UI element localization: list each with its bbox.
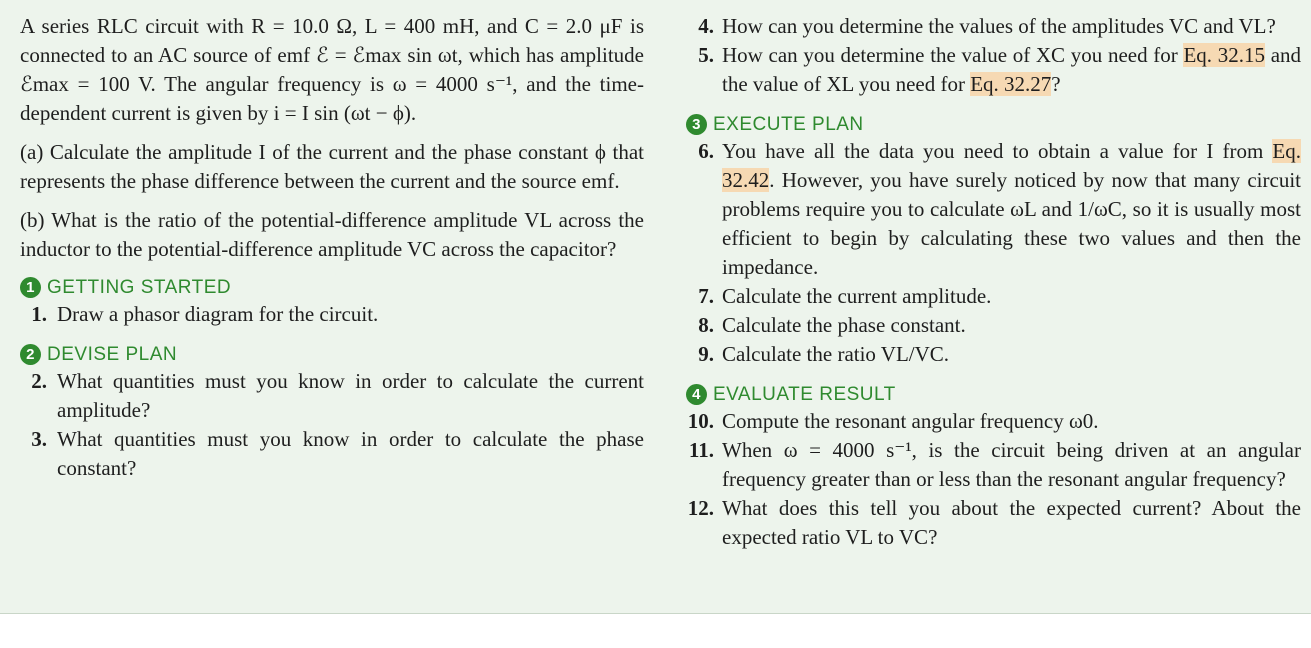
step-text: Calculate the phase constant.: [722, 313, 966, 337]
step-2: [20, 367, 644, 425]
devise-plan-steps: [20, 367, 644, 483]
execute-plan-steps: [686, 137, 1301, 369]
step-text: Draw a phasor diagram for the circuit.: [57, 302, 379, 326]
step-number: 5.: [698, 43, 714, 67]
step-number: 3.: [31, 427, 47, 451]
step-text: You have all the data you need to obtain a value for I from Eq. 32.42. However, you have surely noticed by now that many circuit problems require you to calculate ωL and 1/ωC, so it is usually most efficient to begin by calculating these two values and then the impedance.: [722, 139, 1301, 279]
equation-link-32-15[interactable]: Eq. 32.15: [1183, 43, 1265, 67]
step-number: 2.: [31, 369, 47, 393]
evaluate-result-heading: [686, 381, 1301, 407]
getting-started-heading: [20, 274, 644, 300]
step-1: [20, 300, 644, 329]
step-number-badge: 3: [686, 114, 707, 135]
step-text: What does this tell you about the expected current? About the expected ratio VL to VC?: [722, 496, 1301, 549]
step-text: How can you determine the value of XC you need for Eq. 32.15 and the value of XL you need for Eq. 32.27?: [722, 43, 1302, 96]
step-11: [686, 436, 1301, 494]
step-text: What quantities must you know in order to calculate the phase constant?: [57, 427, 644, 480]
step-6: [686, 137, 1301, 282]
step-10: [686, 407, 1301, 436]
step-number-badge: 4: [686, 384, 707, 405]
step-number: 10.: [687, 409, 714, 433]
step-number: 7.: [698, 284, 714, 308]
step-number: 4.: [698, 14, 714, 38]
step-5: [686, 41, 1301, 99]
step-number-badge: 2: [20, 344, 41, 365]
section-title: GETTING STARTED: [47, 276, 232, 298]
problem-part-b: (b) What is the ratio of the potential-difference amplitude VL across the inductor to the potential-difference amplitude VC across the capacitor?: [20, 208, 644, 261]
evaluate-result-steps: [686, 407, 1301, 552]
problem-part-a: (a) Calculate the amplitude I of the current and the phase constant ϕ that represents the phase difference between the current and the source emf.: [20, 140, 644, 193]
step-12: [686, 494, 1301, 552]
step-number: 8.: [698, 313, 714, 337]
step-text: When ω = 4000 s⁻¹, is the circuit being driven at an angular frequency greater than or less than the resonant angular frequency?: [722, 438, 1301, 491]
step-text: Compute the resonant angular frequency ω0.: [722, 409, 1099, 433]
step-7: [686, 282, 1301, 311]
step-4: [686, 12, 1301, 41]
equation-link-32-42[interactable]: Eq. 32.42: [722, 139, 1301, 192]
devise-plan-steps-continued: [686, 12, 1301, 99]
problem-statement: A series RLC circuit with R = 10.0 Ω, L = 400 mH, and C = 2.0 μF is connected to an AC source of emf ℰ = ℰmax sin ωt, which has amplitude ℰmax = 100 V. The angular frequency is ω = 4000 s⁻¹, and the time-dependent current is given by i = I sin (ωt − ϕ).: [20, 14, 644, 125]
equation-link-32-27[interactable]: Eq. 32.27: [970, 72, 1052, 96]
devise-plan-heading: [20, 341, 644, 367]
step-number: 9.: [698, 342, 714, 366]
step-number-badge: 1: [20, 277, 41, 298]
step-text: How can you determine the values of the amplitudes VC and VL?: [722, 14, 1276, 38]
section-title: DEVISE PLAN: [47, 343, 178, 365]
step-9: [686, 340, 1301, 369]
step-number: 6.: [698, 139, 714, 163]
left-column: [20, 12, 644, 483]
execute-plan-heading: [686, 111, 1301, 137]
step-text: Calculate the ratio VL/VC.: [722, 342, 950, 366]
step-number: 1.: [31, 302, 47, 326]
section-title: EVALUATE RESULT: [713, 383, 896, 405]
right-column: [686, 12, 1301, 552]
section-title: EXECUTE PLAN: [713, 113, 864, 135]
step-text: Calculate the current amplitude.: [722, 284, 992, 308]
step-number: 12.: [687, 496, 714, 520]
step-text: What quantities must you know in order to calculate the current amplitude?: [57, 369, 644, 422]
step-8: [686, 311, 1301, 340]
step-3: [20, 425, 644, 483]
step-number: 11.: [688, 438, 714, 462]
getting-started-steps: [20, 300, 644, 329]
